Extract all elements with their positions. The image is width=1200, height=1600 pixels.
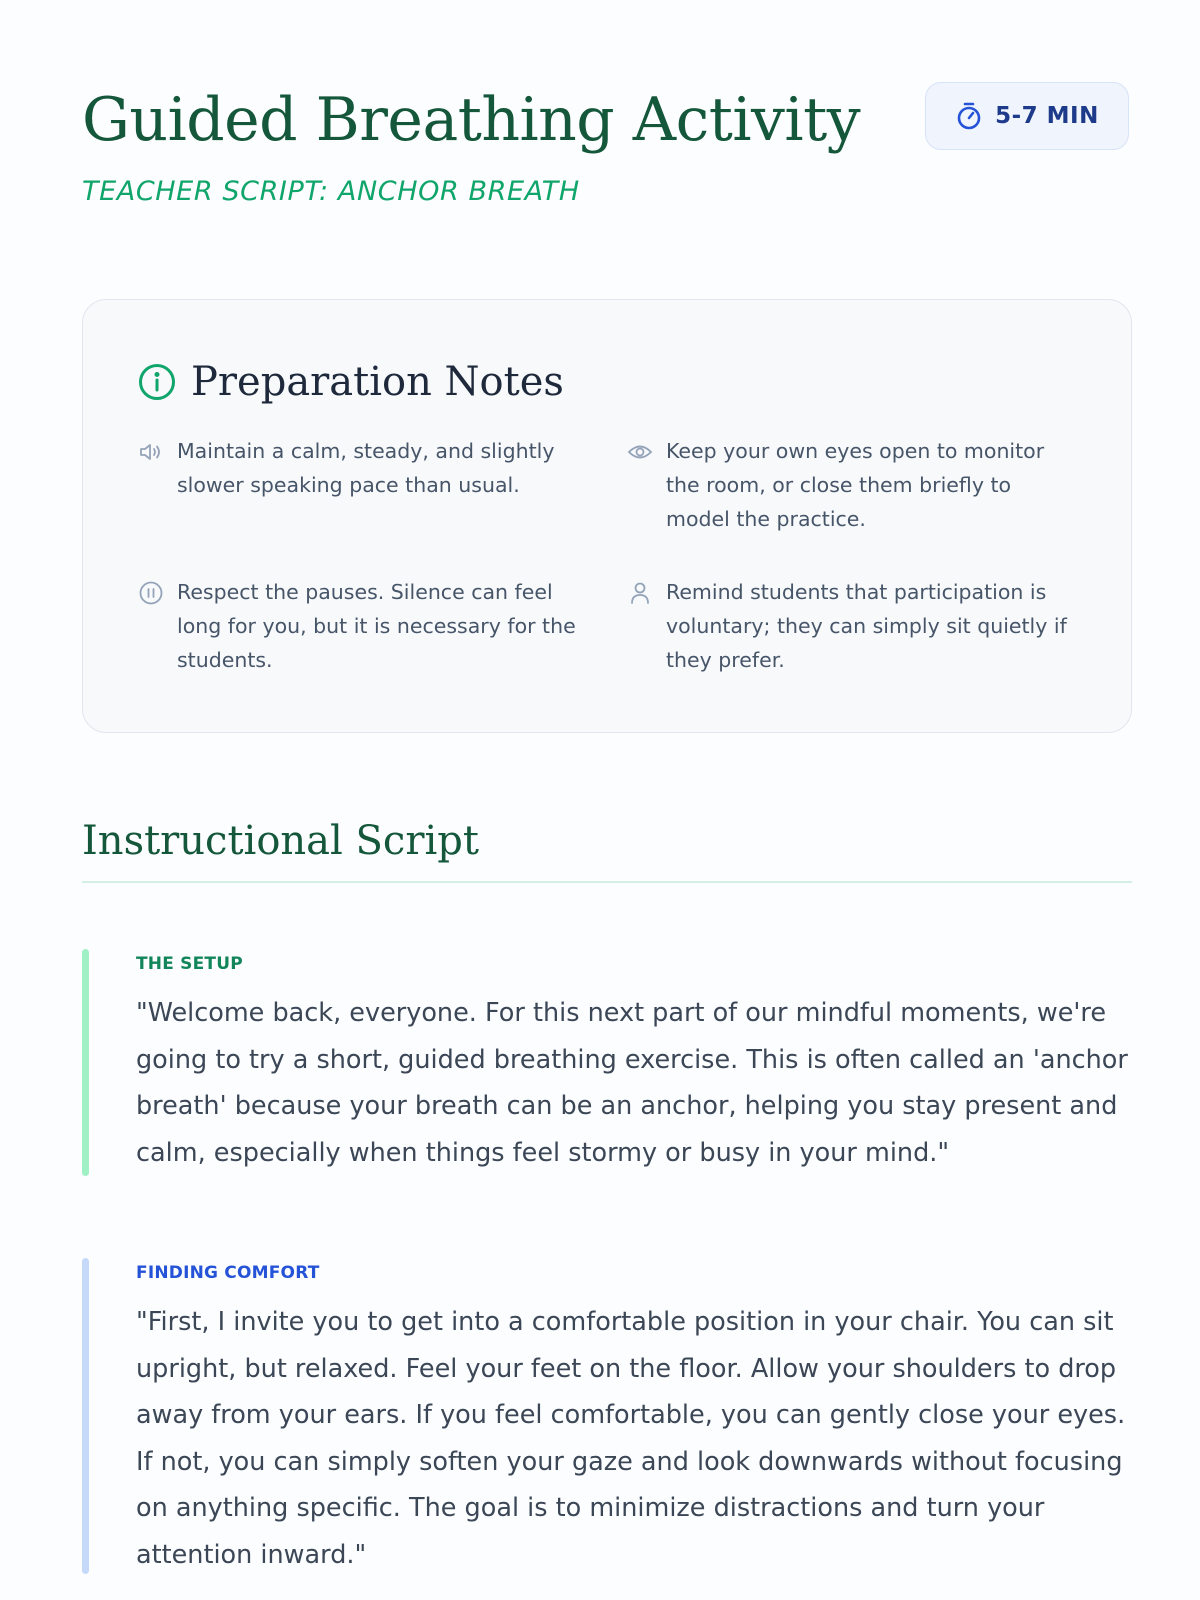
note-text: Respect the pauses. Silence can feel long for you, but it is necessary for the students. (177, 580, 576, 672)
page-subtitle: TEACHER SCRIPT: ANCHOR BREATH (82, 176, 580, 207)
section-divider (82, 881, 1132, 883)
script-section-title: Instructional Script (82, 818, 479, 864)
script-section-setup (82, 949, 1132, 1176)
script-accent-bar (82, 949, 89, 1176)
preparation-title: Preparation Notes (191, 359, 564, 405)
preparation-note (626, 575, 1074, 677)
stopwatch-icon (955, 101, 983, 131)
script-section-label: FINDING COMFORT (136, 1263, 320, 1283)
preparation-note (137, 575, 585, 677)
script-section-text: "Welcome back, everyone. For this next part of our mindful moments, we're going to try a short, guided breathing exercise. This is often called an 'anchor breath' because your breath can be an anchor, helping you stay present and calm, especially when things feel stormy or busy in your mind." (136, 998, 1128, 1168)
eye-icon (626, 438, 654, 466)
preparation-note (626, 434, 1074, 536)
script-section-text: "First, I invite you to get into a comfortable position in your chair. You can sit upright, but relaxed. Feel your feet on the floor. Allow your shoulders to drop away from your ears. If you feel comfortable, you can gently close your eyes. If not, you can simply soften your gaze and look downwards without focusing on anything specific. The goal is to minimize distractions and turn your attention inward." (136, 1307, 1126, 1570)
script-section-label: THE SETUP (136, 954, 243, 974)
page-title: Guided Breathing Activity (82, 85, 861, 155)
script-accent-bar (82, 1258, 89, 1574)
preparation-notes-card (82, 299, 1132, 733)
script-section-finding-comfort (82, 1258, 1132, 1574)
note-text: Maintain a calm, steady, and slightly slower speaking pace than usual. (177, 439, 555, 497)
preparation-note (137, 434, 585, 502)
info-circle-icon (137, 362, 177, 402)
note-text: Remind students that participation is voluntary; they can simply sit quietly if they prefer. (666, 580, 1067, 672)
preparation-heading (137, 356, 564, 408)
duration-badge (925, 82, 1129, 150)
pause-circle-icon (137, 579, 165, 607)
note-text: Keep your own eyes open to monitor the room, or close them briefly to model the practice. (666, 439, 1045, 531)
duration-label: 5-7 MIN (995, 103, 1099, 129)
speaker-icon (137, 438, 165, 466)
person-icon (626, 579, 654, 607)
